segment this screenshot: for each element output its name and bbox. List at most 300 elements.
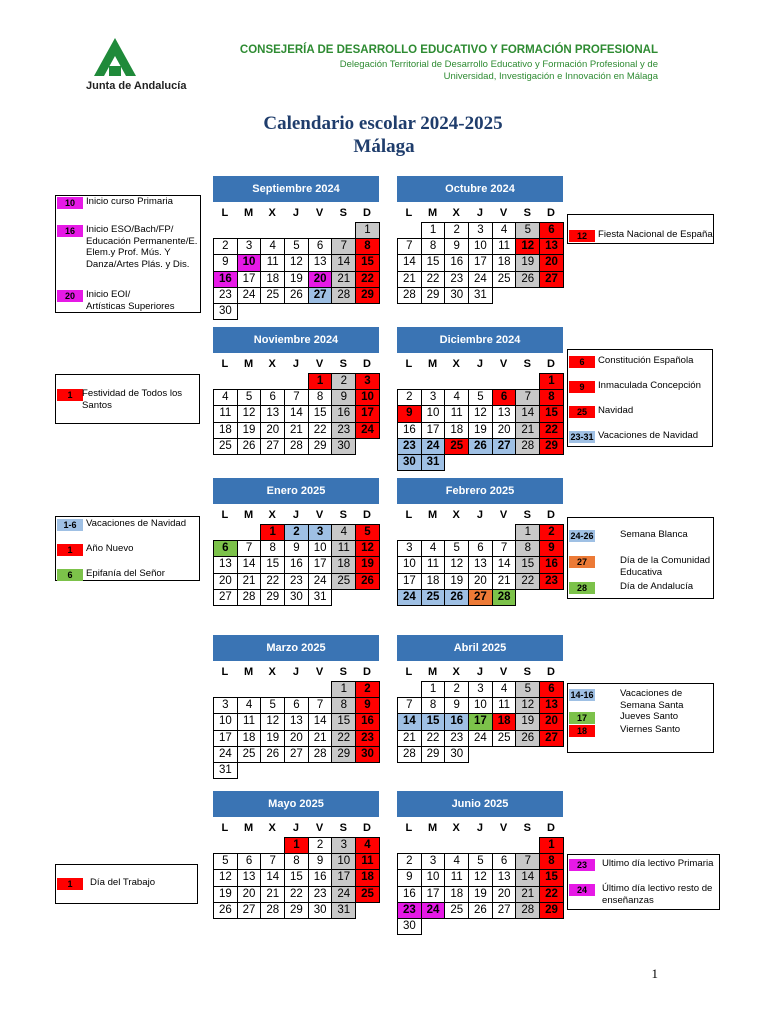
weekday-header bbox=[397, 819, 563, 837]
weekday-label: X bbox=[452, 207, 460, 219]
day-cell: 17 bbox=[308, 556, 333, 573]
day-cell: 16 bbox=[355, 713, 380, 730]
legend-chip: 1 bbox=[57, 544, 83, 556]
empty-cell bbox=[397, 681, 422, 698]
day-cell: 8 bbox=[260, 540, 285, 557]
day-cell: 10 bbox=[331, 853, 356, 870]
weekday-label: V bbox=[315, 358, 324, 370]
weekday-label: X bbox=[268, 358, 276, 370]
day-cell: 22 bbox=[308, 422, 333, 439]
legend-sep bbox=[55, 195, 201, 313]
day-cell: 16 bbox=[284, 556, 309, 573]
day-cell: 4 bbox=[355, 837, 380, 854]
day-cell: 18 bbox=[492, 713, 517, 730]
day-cell: 28 bbox=[331, 287, 356, 304]
day-cell: 11 bbox=[492, 697, 517, 714]
day-cell: 19 bbox=[468, 886, 493, 903]
day-cell: 13 bbox=[539, 238, 564, 255]
day-cell: 20 bbox=[539, 713, 564, 730]
day-cell: 17 bbox=[331, 869, 356, 886]
day-cell: 13 bbox=[237, 869, 262, 886]
weekday-label: V bbox=[499, 509, 508, 521]
day-cell: 4 bbox=[237, 697, 262, 714]
legend-chip: 23-31 bbox=[570, 432, 594, 442]
day-cell: 17 bbox=[468, 254, 493, 271]
day-cell: 23 bbox=[444, 271, 469, 288]
weekday-label: V bbox=[499, 666, 508, 678]
weekday-label: X bbox=[268, 822, 276, 834]
day-cell: 26 bbox=[515, 730, 540, 747]
empty-cell bbox=[397, 373, 422, 390]
day-cell: 8 bbox=[355, 238, 380, 255]
day-cell: 21 bbox=[237, 573, 262, 590]
day-cell: 13 bbox=[213, 556, 238, 573]
legend-text: Semana Blanca bbox=[620, 529, 688, 540]
day-cell: 24 bbox=[397, 589, 422, 606]
weekday-label: M bbox=[427, 207, 438, 219]
day-cell: 24 bbox=[331, 886, 356, 903]
day-cell: 14 bbox=[237, 556, 262, 573]
day-cell: 31 bbox=[308, 589, 333, 606]
day-cell: 30 bbox=[397, 918, 422, 935]
day-cell: 25 bbox=[444, 438, 469, 455]
weekday-label: M bbox=[427, 509, 438, 521]
weekday-label: J bbox=[292, 822, 299, 834]
empty-cell bbox=[237, 524, 262, 541]
empty-cell bbox=[237, 222, 262, 239]
day-cell: 13 bbox=[492, 869, 517, 886]
day-cell: 20 bbox=[260, 422, 285, 439]
legend-chip: 14-16 bbox=[570, 690, 594, 700]
day-cell: 19 bbox=[468, 422, 493, 439]
day-cell: 7 bbox=[308, 697, 333, 714]
month-title: Mayo 2025 bbox=[213, 791, 379, 817]
day-cell: 12 bbox=[515, 697, 540, 714]
day-cell: 1 bbox=[515, 524, 540, 541]
empty-cell bbox=[515, 373, 540, 390]
day-cell: 22 bbox=[284, 886, 309, 903]
day-cell: 18 bbox=[492, 254, 517, 271]
weekday-header bbox=[213, 204, 379, 222]
day-cell: 23 bbox=[213, 287, 238, 304]
legend-chip: 20 bbox=[57, 290, 83, 302]
day-cell: 20 bbox=[284, 730, 309, 747]
page-title bbox=[0, 112, 768, 158]
weekday-label: J bbox=[476, 509, 483, 521]
day-cell: 16 bbox=[331, 405, 356, 422]
day-cell: 27 bbox=[539, 730, 564, 747]
day-cell: 6 bbox=[308, 238, 333, 255]
month-title: Junio 2025 bbox=[397, 791, 563, 817]
day-cell: 20 bbox=[539, 254, 564, 271]
day-cell: 21 bbox=[515, 886, 540, 903]
empty-cell bbox=[213, 373, 238, 390]
day-cell: 18 bbox=[355, 869, 380, 886]
day-cell: 6 bbox=[539, 681, 564, 698]
day-cell: 22 bbox=[421, 271, 446, 288]
day-cell: 8 bbox=[421, 238, 446, 255]
legend-text: Último día lectivo resto de enseñanzas bbox=[602, 883, 713, 906]
weekday-label: D bbox=[546, 822, 555, 834]
page-number: 1 bbox=[651, 966, 658, 981]
day-cell: 18 bbox=[213, 422, 238, 439]
day-cell: 13 bbox=[308, 254, 333, 271]
weekday-header bbox=[397, 506, 563, 524]
day-cell: 4 bbox=[444, 389, 469, 406]
day-cell: 1 bbox=[539, 373, 564, 390]
day-cell: 19 bbox=[355, 556, 380, 573]
day-cell: 10 bbox=[468, 238, 493, 255]
weekday-label: D bbox=[546, 666, 555, 678]
day-cell: 9 bbox=[444, 697, 469, 714]
empty-cell bbox=[237, 373, 262, 390]
empty-cell bbox=[237, 681, 262, 698]
legend-text: Ultimo día lectivo Primaria bbox=[602, 858, 714, 869]
day-cell: 16 bbox=[397, 422, 422, 439]
empty-cell bbox=[468, 837, 493, 854]
empty-cell bbox=[308, 681, 333, 698]
legend-text: Año Nuevo bbox=[86, 543, 134, 554]
day-cell: 26 bbox=[515, 271, 540, 288]
day-cell: 28 bbox=[284, 438, 309, 455]
day-cell: 21 bbox=[397, 271, 422, 288]
day-cell: 22 bbox=[331, 730, 356, 747]
day-cell: 6 bbox=[213, 540, 238, 557]
weekday-label: M bbox=[243, 358, 254, 370]
day-cell: 4 bbox=[492, 222, 517, 239]
day-cell: 5 bbox=[468, 389, 493, 406]
day-cell: 13 bbox=[539, 697, 564, 714]
legend-may bbox=[55, 864, 198, 904]
day-grid bbox=[213, 373, 379, 454]
weekday-label: D bbox=[362, 822, 371, 834]
day-cell: 15 bbox=[331, 713, 356, 730]
day-cell: 9 bbox=[539, 540, 564, 557]
day-cell: 3 bbox=[421, 853, 446, 870]
title-line2: Málaga bbox=[353, 136, 415, 157]
day-cell: 14 bbox=[260, 869, 285, 886]
legend-feb bbox=[567, 517, 714, 599]
day-cell: 14 bbox=[397, 713, 422, 730]
legend-chip: 6 bbox=[569, 356, 595, 368]
day-cell: 28 bbox=[397, 746, 422, 763]
day-cell: 30 bbox=[444, 287, 469, 304]
day-cell: 2 bbox=[444, 222, 469, 239]
empty-cell bbox=[308, 222, 333, 239]
weekday-label: X bbox=[268, 207, 276, 219]
day-cell: 7 bbox=[237, 540, 262, 557]
day-cell: 12 bbox=[213, 869, 238, 886]
weekday-label: J bbox=[292, 207, 299, 219]
day-cell: 17 bbox=[237, 271, 262, 288]
weekday-label: V bbox=[499, 358, 508, 370]
day-cell: 7 bbox=[260, 853, 285, 870]
weekday-label: X bbox=[268, 509, 276, 521]
weekday-label: S bbox=[339, 509, 347, 521]
legend-chip: 28 bbox=[569, 582, 595, 594]
day-cell: 26 bbox=[444, 589, 469, 606]
month-7 bbox=[397, 635, 563, 762]
legend-jan bbox=[55, 516, 200, 581]
day-cell: 23 bbox=[284, 573, 309, 590]
day-cell: 2 bbox=[284, 524, 309, 541]
weekday-label: S bbox=[523, 358, 531, 370]
day-cell: 18 bbox=[331, 556, 356, 573]
day-cell: 16 bbox=[539, 556, 564, 573]
day-cell: 25 bbox=[213, 438, 238, 455]
day-cell: 24 bbox=[308, 573, 333, 590]
day-cell: 7 bbox=[331, 238, 356, 255]
weekday-label: S bbox=[523, 207, 531, 219]
day-cell: 3 bbox=[468, 681, 493, 698]
day-cell: 5 bbox=[515, 681, 540, 698]
day-cell: 3 bbox=[213, 697, 238, 714]
day-cell: 25 bbox=[260, 287, 285, 304]
legend-chip: 25 bbox=[569, 406, 595, 418]
empty-cell bbox=[397, 222, 422, 239]
day-cell: 11 bbox=[260, 254, 285, 271]
day-cell: 23 bbox=[308, 886, 333, 903]
day-cell: 27 bbox=[468, 589, 493, 606]
day-cell: 16 bbox=[308, 869, 333, 886]
day-cell: 16 bbox=[397, 886, 422, 903]
day-cell: 16 bbox=[444, 713, 469, 730]
day-cell: 15 bbox=[421, 254, 446, 271]
day-cell: 21 bbox=[308, 730, 333, 747]
empty-cell bbox=[421, 373, 446, 390]
day-cell: 12 bbox=[444, 556, 469, 573]
day-cell: 27 bbox=[284, 746, 309, 763]
day-cell: 27 bbox=[492, 438, 517, 455]
month-title: Febrero 2025 bbox=[397, 478, 563, 504]
day-cell: 31 bbox=[331, 902, 356, 919]
day-cell: 19 bbox=[284, 271, 309, 288]
day-cell: 3 bbox=[468, 222, 493, 239]
legend-chip: 1 bbox=[57, 389, 83, 401]
day-cell: 5 bbox=[515, 222, 540, 239]
day-cell: 15 bbox=[539, 405, 564, 422]
header-line1: CONSEJERÍA DE DESARROLLO EDUCATIVO Y FORMACIÓN PROFESIONAL bbox=[239, 44, 658, 56]
day-cell: 10 bbox=[213, 713, 238, 730]
day-cell: 6 bbox=[260, 389, 285, 406]
day-cell: 31 bbox=[213, 762, 238, 779]
weekday-label: V bbox=[315, 822, 324, 834]
legend-jun bbox=[567, 854, 720, 910]
weekday-label: S bbox=[339, 822, 347, 834]
day-cell: 12 bbox=[355, 540, 380, 557]
day-cell: 3 bbox=[331, 837, 356, 854]
day-cell: 10 bbox=[237, 254, 262, 271]
legend-text: Navidad bbox=[598, 405, 634, 416]
header-line3: Universidad, Investigación e Innovación en Málaga bbox=[443, 71, 658, 82]
day-cell: 14 bbox=[308, 713, 333, 730]
day-cell: 6 bbox=[539, 222, 564, 239]
day-cell: 28 bbox=[515, 902, 540, 919]
empty-cell bbox=[492, 524, 517, 541]
day-cell: 17 bbox=[421, 886, 446, 903]
day-cell: 4 bbox=[444, 853, 469, 870]
day-cell: 15 bbox=[284, 869, 309, 886]
day-cell: 14 bbox=[515, 869, 540, 886]
day-grid bbox=[213, 681, 379, 778]
day-cell: 4 bbox=[213, 389, 238, 406]
weekday-label: S bbox=[523, 509, 531, 521]
weekday-label: V bbox=[315, 509, 324, 521]
day-cell: 14 bbox=[397, 254, 422, 271]
day-cell: 24 bbox=[421, 902, 446, 919]
weekday-label: L bbox=[221, 509, 229, 521]
day-cell: 9 bbox=[355, 697, 380, 714]
day-cell: 23 bbox=[397, 902, 422, 919]
day-cell: 20 bbox=[492, 422, 517, 439]
weekday-label: J bbox=[476, 358, 483, 370]
day-cell: 2 bbox=[397, 853, 422, 870]
weekday-label: V bbox=[499, 822, 508, 834]
day-cell: 28 bbox=[492, 589, 517, 606]
weekday-label: V bbox=[315, 666, 324, 678]
month-title: Abril 2025 bbox=[397, 635, 563, 661]
day-cell: 18 bbox=[260, 271, 285, 288]
month-3 bbox=[397, 327, 563, 470]
day-cell: 20 bbox=[237, 886, 262, 903]
weekday-label: X bbox=[452, 509, 460, 521]
day-cell: 30 bbox=[308, 902, 333, 919]
day-cell: 2 bbox=[397, 389, 422, 406]
day-cell: 1 bbox=[421, 222, 446, 239]
weekday-label: D bbox=[362, 666, 371, 678]
day-cell: 25 bbox=[492, 271, 517, 288]
weekday-header bbox=[213, 506, 379, 524]
day-cell: 3 bbox=[397, 540, 422, 557]
header-ministry bbox=[240, 44, 658, 83]
weekday-label: L bbox=[405, 358, 413, 370]
weekday-label: L bbox=[221, 822, 229, 834]
day-cell: 27 bbox=[213, 589, 238, 606]
day-cell: 4 bbox=[331, 524, 356, 541]
day-cell: 4 bbox=[492, 681, 517, 698]
weekday-label: L bbox=[405, 822, 413, 834]
legend-nov bbox=[55, 374, 200, 424]
month-title: Marzo 2025 bbox=[213, 635, 379, 661]
empty-cell bbox=[213, 222, 238, 239]
month-8 bbox=[213, 791, 379, 918]
weekday-header bbox=[213, 355, 379, 373]
day-cell: 8 bbox=[284, 853, 309, 870]
weekday-label: S bbox=[523, 666, 531, 678]
day-cell: 6 bbox=[492, 853, 517, 870]
day-cell: 27 bbox=[237, 902, 262, 919]
day-cell: 11 bbox=[421, 556, 446, 573]
day-cell: 19 bbox=[515, 254, 540, 271]
legend-chip: 16 bbox=[57, 225, 83, 237]
day-cell: 29 bbox=[260, 589, 285, 606]
day-cell: 14 bbox=[492, 556, 517, 573]
empty-cell bbox=[468, 524, 493, 541]
legend-chip: 10 bbox=[57, 197, 83, 209]
day-cell: 2 bbox=[308, 837, 333, 854]
day-cell: 3 bbox=[308, 524, 333, 541]
weekday-label: M bbox=[427, 822, 438, 834]
day-cell: 11 bbox=[444, 405, 469, 422]
day-cell: 21 bbox=[284, 422, 309, 439]
empty-cell bbox=[260, 681, 285, 698]
day-cell: 17 bbox=[421, 422, 446, 439]
day-cell: 9 bbox=[397, 405, 422, 422]
day-grid bbox=[397, 681, 563, 762]
legend-chip: 1-6 bbox=[57, 519, 83, 531]
weekday-label: L bbox=[405, 666, 413, 678]
day-cell: 30 bbox=[213, 303, 238, 320]
legend-text: Jueves Santo bbox=[620, 711, 679, 722]
day-cell: 10 bbox=[308, 540, 333, 557]
month-9 bbox=[397, 791, 563, 934]
day-cell: 30 bbox=[284, 589, 309, 606]
empty-cell bbox=[213, 837, 238, 854]
day-cell: 11 bbox=[213, 405, 238, 422]
month-title: Diciembre 2024 bbox=[397, 327, 563, 353]
day-cell: 21 bbox=[331, 271, 356, 288]
legend-apr bbox=[567, 683, 714, 753]
day-cell: 22 bbox=[539, 422, 564, 439]
legend-text: Inmaculada Concepción bbox=[598, 380, 701, 391]
day-cell: 25 bbox=[492, 730, 517, 747]
day-cell: 11 bbox=[492, 238, 517, 255]
day-cell: 19 bbox=[515, 713, 540, 730]
weekday-label: L bbox=[405, 207, 413, 219]
weekday-header bbox=[397, 355, 563, 373]
weekday-label: D bbox=[546, 207, 555, 219]
day-cell: 7 bbox=[284, 389, 309, 406]
month-4 bbox=[213, 478, 379, 605]
day-cell: 21 bbox=[397, 730, 422, 747]
day-cell: 7 bbox=[397, 238, 422, 255]
weekday-label: L bbox=[405, 509, 413, 521]
weekday-label: M bbox=[243, 509, 254, 521]
day-cell: 30 bbox=[444, 746, 469, 763]
weekday-label: L bbox=[221, 666, 229, 678]
day-cell: 13 bbox=[260, 405, 285, 422]
weekday-label: D bbox=[362, 509, 371, 521]
day-cell: 23 bbox=[397, 438, 422, 455]
day-grid bbox=[397, 837, 563, 934]
weekday-label: L bbox=[221, 358, 229, 370]
legend-chip: 12 bbox=[569, 230, 595, 242]
day-cell: 8 bbox=[539, 389, 564, 406]
day-cell: 23 bbox=[331, 422, 356, 439]
day-cell: 5 bbox=[260, 697, 285, 714]
empty-cell bbox=[213, 681, 238, 698]
weekday-label: D bbox=[546, 358, 555, 370]
day-cell: 30 bbox=[355, 746, 380, 763]
day-cell: 19 bbox=[260, 730, 285, 747]
weekday-label: J bbox=[476, 822, 483, 834]
weekday-label: X bbox=[452, 358, 460, 370]
day-cell: 15 bbox=[539, 869, 564, 886]
day-cell: 3 bbox=[237, 238, 262, 255]
title-line1: Calendario escolar 2024-2025 bbox=[263, 113, 503, 134]
month-title: Enero 2025 bbox=[213, 478, 379, 504]
day-cell: 13 bbox=[492, 405, 517, 422]
day-cell: 25 bbox=[355, 886, 380, 903]
day-cell: 1 bbox=[308, 373, 333, 390]
day-cell: 25 bbox=[331, 573, 356, 590]
legend-text: Epifanía del Señor bbox=[86, 568, 165, 579]
month-2 bbox=[213, 327, 379, 454]
day-cell: 20 bbox=[213, 573, 238, 590]
day-grid bbox=[213, 222, 379, 319]
day-cell: 7 bbox=[397, 697, 422, 714]
day-grid bbox=[397, 524, 563, 605]
